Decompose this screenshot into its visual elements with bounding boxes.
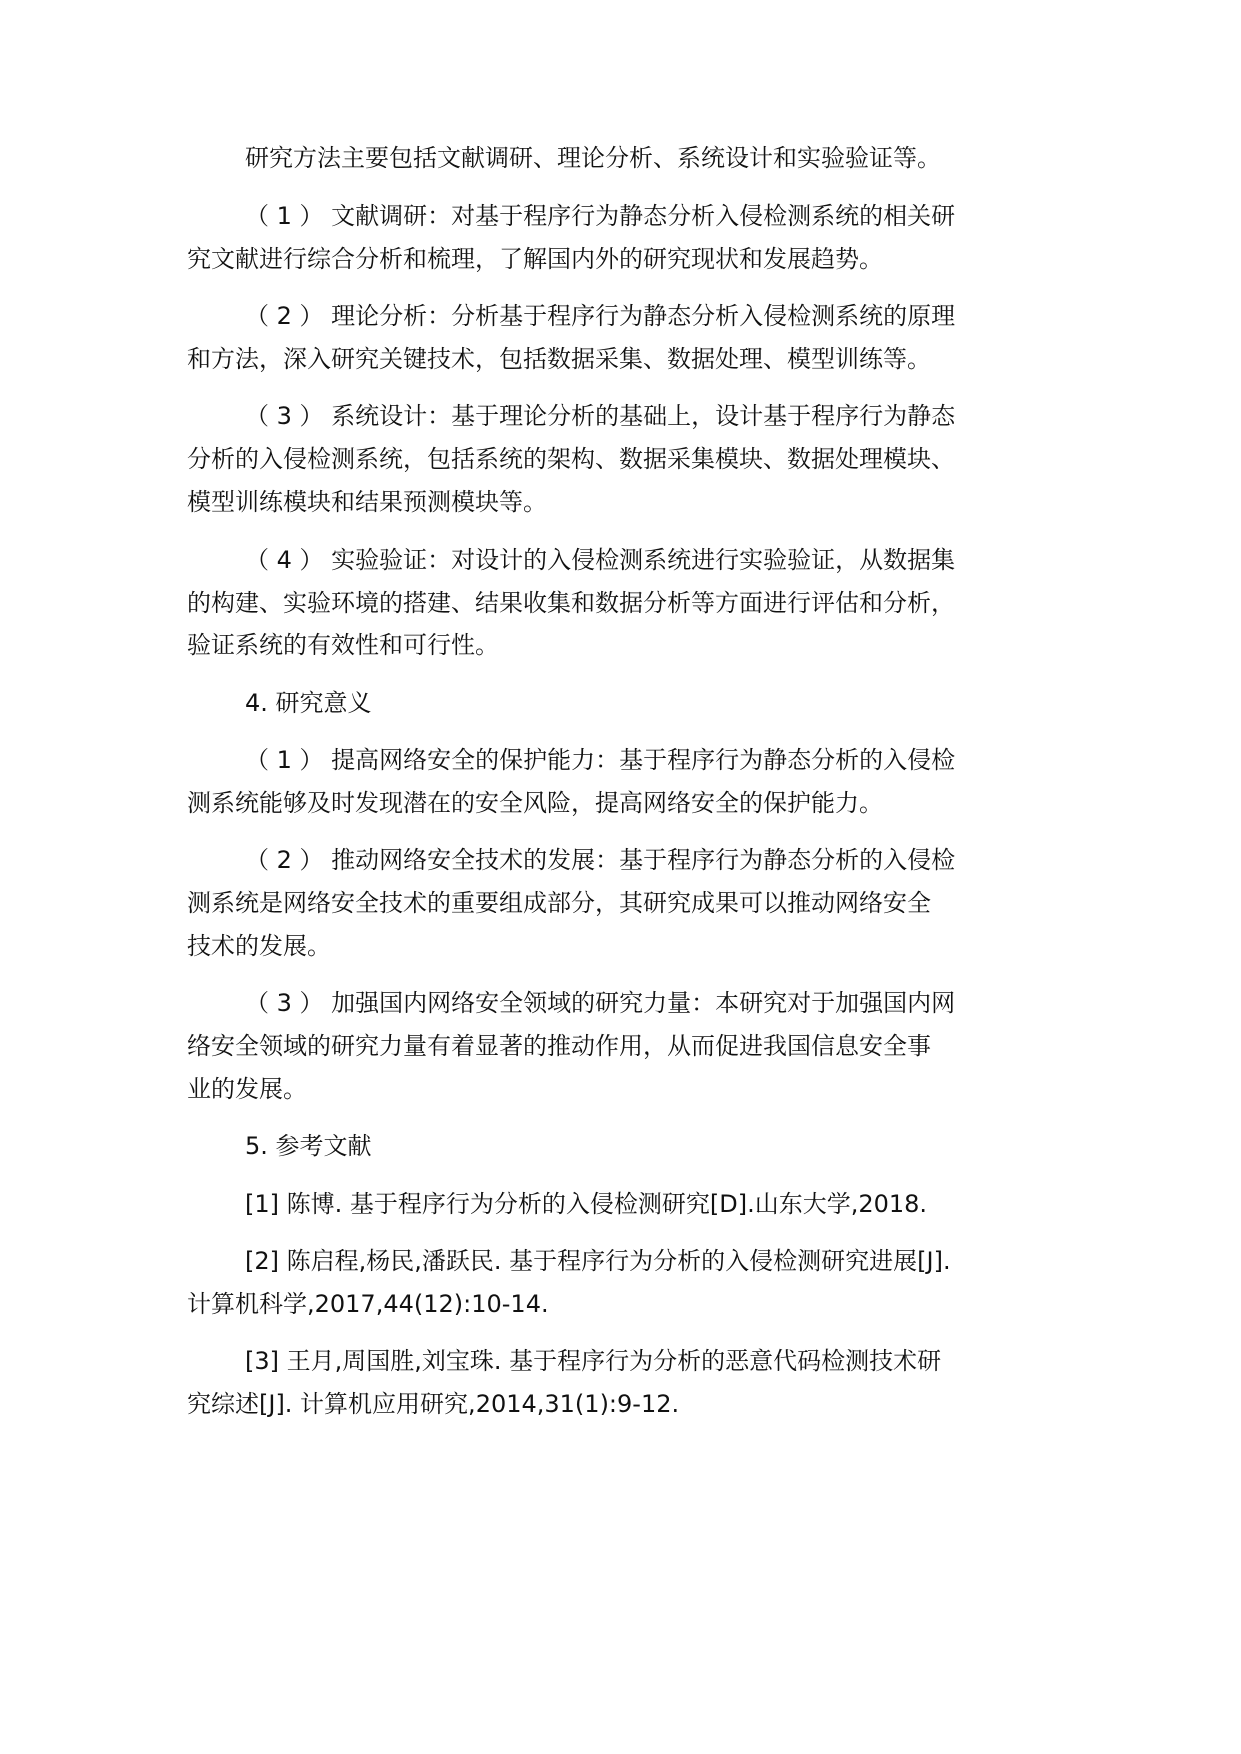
significance-1-line-2: 测系统能够及时发现潜在的安全风险，提高网络安全的保护能力。	[187, 789, 883, 817]
method-4-line-3: 验证系统的有效性和可行性。	[187, 631, 499, 659]
section-4-heading: 4. 研究意义	[245, 689, 372, 717]
method-4-line-1: （ 4 ） 实验验证：对设计的入侵检测系统进行实验验证，从数据集	[245, 546, 956, 574]
section-5-heading: 5. 参考文献	[245, 1132, 372, 1160]
reference-2-line-1: [2] 陈启程,杨民,潘跃民. 基于程序行为分析的入侵检测研究进展[J].	[245, 1247, 951, 1275]
reference-1: [1] 陈博. 基于程序行为分析的入侵检测研究[D].山东大学,2018.	[245, 1190, 928, 1218]
reference-2-line-2: 计算机科学,2017,44(12):10-14.	[187, 1290, 549, 1318]
method-3-line-2: 分析的入侵检测系统，包括系统的架构、数据采集模块、数据处理模块、	[187, 445, 955, 473]
significance-2-line-3: 技术的发展。	[187, 932, 331, 960]
significance-2-line-2: 测系统是网络安全技术的重要组成部分，其研究成果可以推动网络安全	[187, 889, 931, 917]
method-4-line-2: 的构建、实验环境的搭建、结果收集和数据分析等方面进行评估和分析，	[187, 589, 955, 617]
reference-3-line-2: 究综述[J]. 计算机应用研究,2014,31(1):9-12.	[187, 1390, 680, 1418]
method-1-line-2: 究文献进行综合分析和梳理，了解国内外的研究现状和发展趋势。	[187, 245, 883, 273]
method-1-line-1: （ 1 ） 文献调研：对基于程序行为静态分析入侵检测系统的相关研	[245, 202, 956, 230]
intro-paragraph: 研究方法主要包括文献调研、理论分析、系统设计和实验验证等。	[245, 144, 941, 172]
significance-3-line-3: 业的发展。	[187, 1075, 307, 1103]
reference-3-line-1: [3] 王月,周国胜,刘宝珠. 基于程序行为分析的恶意代码检测技术研	[245, 1347, 942, 1375]
method-3-line-1: （ 3 ） 系统设计：基于理论分析的基础上，设计基于程序行为静态	[245, 402, 956, 430]
significance-1-line-1: （ 1 ） 提高网络安全的保护能力：基于程序行为静态分析的入侵检	[245, 746, 956, 774]
method-2-line-2: 和方法，深入研究关键技术，包括数据采集、数据处理、模型训练等。	[187, 345, 931, 373]
significance-3-line-2: 络安全领域的研究力量有着显著的推动作用，从而促进我国信息安全事	[187, 1032, 931, 1060]
method-2-line-1: （ 2 ） 理论分析：分析基于程序行为静态分析入侵检测系统的原理	[245, 302, 956, 330]
method-3-line-3: 模型训练模块和结果预测模块等。	[187, 488, 547, 516]
significance-2-line-1: （ 2 ） 推动网络安全技术的发展：基于程序行为静态分析的入侵检	[245, 846, 956, 874]
significance-3-line-1: （ 3 ） 加强国内网络安全领域的研究力量：本研究对于加强国内网	[245, 989, 956, 1017]
